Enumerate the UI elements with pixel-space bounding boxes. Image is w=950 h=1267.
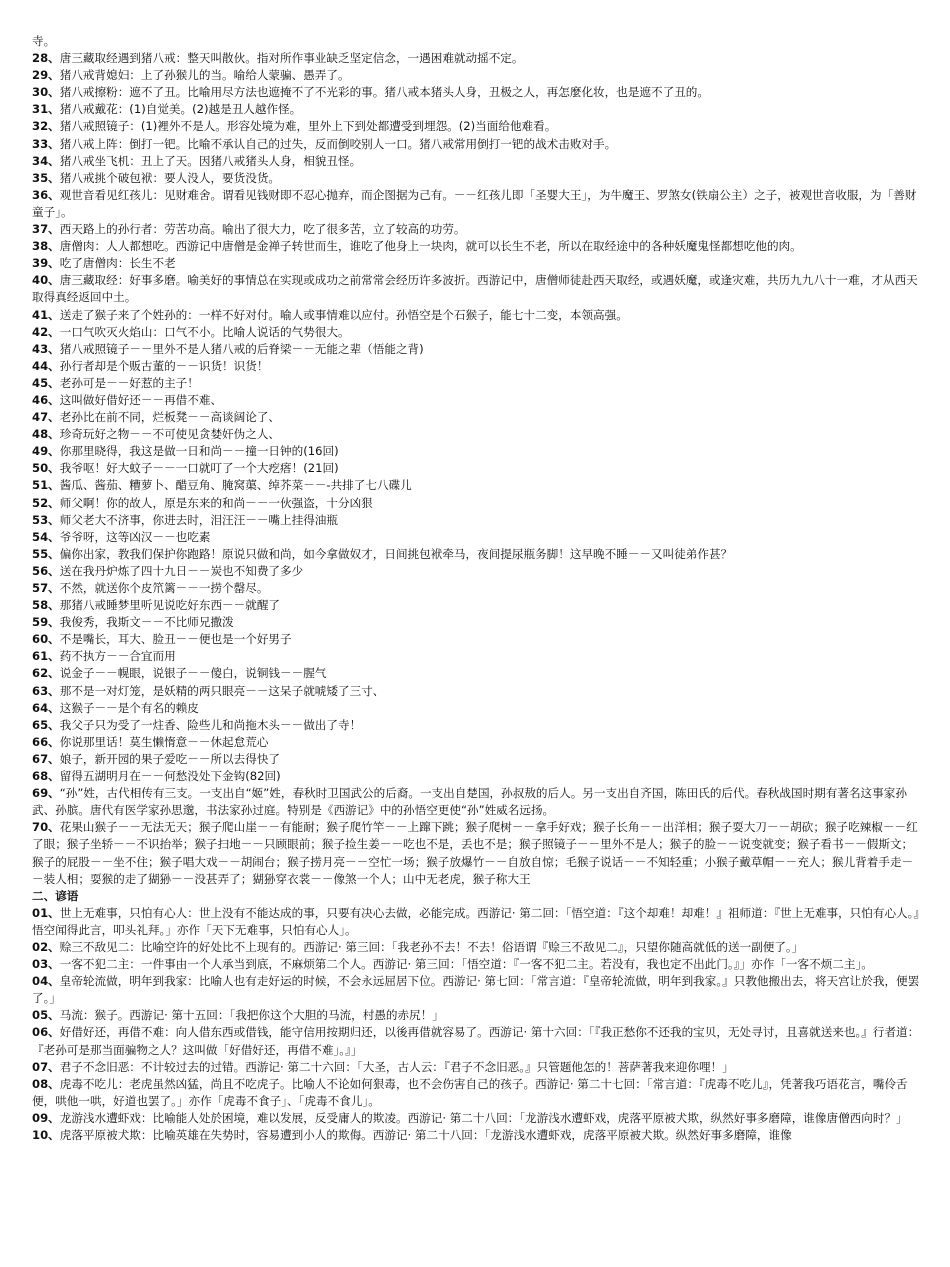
item-text: 猪八戒照镜子－－里外不是人猪八戒的后脊梁－－无能之辈（悟能之背) [59,341,424,356]
list-item [32,495,922,512]
list-item [32,546,922,563]
list-item [32,324,922,341]
item-text: 你那里晓得，我这是做一日和尚－－撞一日钟的(16回) [59,444,339,459]
item-text: 猪八戒戴花：(1)自觉美。(2)越是丑人越作怪。 [59,102,302,117]
item-number: 46、 [32,392,60,407]
list-item [32,819,922,887]
list-item [32,136,922,153]
item-text: 我爷呕！好大蚊子－－一口就叮了一个大疙瘩！(21回) [59,461,339,476]
item-number: 67、 [32,751,60,766]
list-item [32,460,922,477]
list-item [32,170,922,187]
item-text: 那不是一对灯笼，是妖精的两只眼亮－－这呆子就唬矮了三寸、 [59,683,385,698]
list-item [32,665,922,682]
item-number: 28、 [32,51,60,66]
list-item [32,580,922,597]
item-text: 虎落平原被犬欺：比喻英雄在失势时，容易遭到小人的欺侮。西游记‧ 第二十八回：「龙游浅水遭虾戏，虎落平原被犬欺。纵然好事多磨障，谁像 [59,1128,792,1142]
item-number: 62、 [32,666,60,681]
list-item [32,717,922,734]
item-text: 那猪八戒睡梦里听见说吃好东西－－就醒了 [59,598,281,613]
list-item [32,84,922,101]
item-text: 唐三藏取经：好事多磨。喻美好的事情总在实现或成功之前常常会经历许多波折。西游记中，唐僧师徒赴西天取经，或遇妖魔，或逢灾难，共历九九八十一难，才从西天取得真经返回中土。 [32,273,918,305]
item-text: 这叫做好借好还－－再借不难、 [59,392,223,407]
item-number: 29、 [32,68,60,83]
list-item [32,648,922,665]
item-number: 54、 [32,529,60,544]
item-number: 38、 [32,239,60,254]
item-text: 老孙比在前不同，烂板凳－－高谈阔论了、 [59,410,281,425]
list-item [32,409,922,426]
item-text: 爷爷呀，这等凶汉－－也吃素 [59,529,211,544]
list-item [32,187,922,221]
item-number: 51、 [32,478,60,493]
item-number: 44、 [32,358,60,373]
item-text: 珍奇玩好之物－－不可使见贪婪奸伪之人、 [59,427,281,442]
proverb-list [32,905,922,1144]
item-text: 不是嘴长，耳大、脸丑－－便也是一个好男子 [59,632,292,647]
item-number: 41、 [32,307,60,322]
item-number: 40、 [32,273,60,288]
list-item [32,785,922,819]
item-text: 药不执方－－合宜而用 [59,649,176,664]
item-text: 赊三不敌见二：比喻空许的好处比不上现有的。西游记‧ 第三回：「我老孙不去！不去！俗语谓『赊三不敌见二』，只望你随高就低的送一副便了。」 [59,939,804,954]
list-item [32,1024,922,1058]
item-number: 36、 [32,187,60,202]
item-number: 69、 [32,786,60,801]
list-item [32,905,922,939]
item-text: 马流：猴子。西游记‧ 第十五回：「我把你这个大胆的马流，村愚的赤尻！」 [59,1008,444,1023]
item-text: 送走了猴子来了个姓孙的：一样不好对付。喻人或事情难以应付。孙悟空是个石猴子，能七十二变，本领高强。 [59,307,628,322]
item-number: 04、 [32,974,60,989]
item-text: 我父子只为受了一炷香、险些儿和尚拖木头－－做出了寺！ [59,717,362,732]
item-number: 30、 [32,85,60,100]
list-item [32,956,922,973]
list-item [32,221,922,238]
item-text: 留得五湖明月在－－何愁没处下金钩(82回) [59,769,281,784]
item-number: 35、 [32,170,60,185]
item-text: 猪八戒擦粉：遮不了丑。比喻用尽方法也遮掩不了不光彩的事。猪八戒本猪头人身，丑极之人，再怎麼化妆，也是遮不了丑的。 [59,85,709,100]
list-item [32,700,922,717]
item-text: 好借好还，再借不难：向人借东西或借钱，能守信用按期归还，以後再借就容易了。西游记‧ 第十六回：「『我正愁你不还我的宝贝，无处寻讨，且喜就送来也。』行者道：『老孙可是那当面骗物之人？这叫做「好借好还，再借不难」。』」 [32,1025,920,1057]
item-number: 56、 [32,563,60,578]
list-item [32,973,922,1007]
item-number: 61、 [32,649,60,664]
item-text: 西天路上的孙行者：劳苦功高。喻出了很大力，吃了很多苦，立了较高的功劳。 [59,222,466,237]
item-number: 53、 [32,512,60,527]
item-number: 49、 [32,444,60,459]
item-number: 58、 [32,598,60,613]
item-text: 偏你出家，教我们保护你跑路！原说只做和尚，如今拿做奴才，日间挑包袱牵马，夜间提尿瓶务脚！这早晚不睡－－又叫徒弟作甚？ [59,546,733,561]
item-number: 60、 [32,632,60,647]
item-text: 师父老大不济事，你进去时，泪汪汪－－嘴上挂得油瓶 [59,512,338,527]
lead-text: 寺。 [32,34,56,48]
list-item [32,751,922,768]
xiehouyu-list [32,50,922,888]
item-number: 70、 [32,820,60,835]
list-item [32,1059,922,1076]
item-number: 06、 [32,1025,60,1040]
item-number: 05、 [32,1008,60,1023]
list-item [32,512,922,529]
item-text: “孙”姓，古代相传有三支。一支出自“姬”姓，春秋时卫国武公的后裔。一支出自楚国，孙叔敖的后人。另一支出自齐国，陈田氏的后代。春秋战国时期有著名这事家孙武、孙膑。唐代有医学家孙思邈，书法家孙过庭。特别是《西游记》中的孙悟空更使“孙”姓威名远扬。 [32,786,907,818]
list-item [32,563,922,580]
section-title: 二、谚语 [32,888,79,903]
item-number: 03、 [32,957,60,972]
item-text: 猪八戒上阵：倒打一钯。比喻不承认自己的过失，反而倒咬别人一口。猪八戒常用倒打一钯的战术击败对手。 [59,136,617,151]
item-number: 66、 [32,734,60,749]
item-number: 32、 [32,119,60,134]
item-text: 龙游浅水遭虾戏：比喻能人处於困境，难以发展，反受庸人的欺凌。西游记‧ 第二十八回：「龙游浅水遭虾戏，虎落平原被犬欺，纵然好事多磨障，谁像唐僧西向时？」 [59,1110,908,1125]
list-item [32,939,922,956]
item-number: 68、 [32,769,60,784]
item-text: 世上无难事，只怕有心人：世上没有不能达成的事，只要有决心去做，必能完成。西游记‧ 第二回：「悟空道：『这个却难！却难！』祖师道：『世上无难事，只怕有心人。』悟空闻得此言，叩头礼拜。」亦作「天下无难事，只怕有心人」。 [32,905,920,937]
item-text: 我俊秀，我斯文－－不比师兄撒泼 [59,615,234,630]
item-text: 老孙可是－－好惹的主子！ [59,375,199,390]
item-text: 猪八戒坐飞机：丑上了天。因猪八戒猪头人身，相貌丑怪。 [59,153,362,168]
item-number: 09、 [32,1110,60,1125]
item-text: 花果山猴子－－无法无天；猴子爬山崖－－有能耐；猴子爬竹竿－－上蹿下跳；猴子爬树－－拿手好戏；猴子长角－－出洋相；猴子耍大刀－－胡砍；猴子吃辣椒－－红了眼；猴子坐轿－－不识抬举；猴子扫地－－只顾眼前；猴子捡生姜－－吃也不是，丢也不是；猴子照镜子－－里外不是人；猴子的脸－－说变就变；猴子看书－－假斯文；猴子的屁股－－坐不住；猴子唱大戏－－胡闹台；猴子捞月亮－－空忙一场；猴子放爆竹－－自放自惊；毛猴子说话－－不知轻重；小猴子戴草帽－－充人；猴儿背着手走－－装人相；耍猴的走了猢狲－－没甚弄了；猢狲穿衣裳－－像煞一个人；山中无老虎，猴子称大王 [32,820,918,886]
item-text: 君子不念旧恶：不计较过去的过错。西游记‧ 第二十六回：「大圣，古人云：『君子不念旧恶。』只管题他怎的！菩萨著我来迎你哩！」 [59,1059,734,1074]
item-number: 42、 [32,324,60,339]
list-item [32,238,922,255]
item-text: 你说那里话！莫生懒惰意－－休起怠荒心 [59,734,269,749]
item-text: 唐僧肉：人人都想吃。西游记中唐僧是金禅子转世而生，谁吃了他身上一块肉，就可以长生不老，所以在取经途中的各种妖魔鬼怪都想吃他的肉。 [59,239,802,254]
item-number: 01、 [32,905,60,920]
item-number: 10、 [32,1128,60,1142]
item-number: 31、 [32,102,60,117]
item-text: 说金子－－幌眼，说银子－－傻白，说铜钱－－腥气 [59,666,327,681]
item-text: 师父啊！你的故人，原是东来的和尚－－一伙强盗，十分凶狠 [59,495,373,510]
list-item [32,358,922,375]
list-item [32,529,922,546]
item-number: 37、 [32,222,60,237]
item-text: 酱瓜、酱茄、糟萝卜、醋豆角、腌窝蕖、绰芥菜－－-共排了七八碟儿 [59,478,412,493]
item-number: 50、 [32,461,60,476]
list-item [32,67,922,84]
item-number: 64、 [32,700,60,715]
list-item [32,307,922,324]
item-text: 一客不犯二主：一件事由一个人承当到底，不麻烦第二个人。西游记‧ 第三回：「悟空道：『一客不犯二主。若没有，我也定不出此门。』」亦作「一客不烦二主」。 [59,957,873,972]
list-item [32,50,922,67]
item-number: 08、 [32,1076,60,1091]
list-item [32,443,922,460]
item-number: 43、 [32,341,60,356]
item-number: 48、 [32,427,60,442]
item-text: 娘子，新开园的果子爱吃－－所以去得快了 [59,751,281,766]
list-item [32,1127,922,1144]
list-item [32,341,922,358]
list-item [32,597,922,614]
item-text: 一口气吹灭火焰山：口气不小。比喻人说话的气势很大。 [59,324,350,339]
list-item [32,1076,922,1110]
list-item [32,734,922,751]
item-number: 55、 [32,546,60,561]
item-text: 吃了唐僧肉：长生不老 [59,256,176,271]
item-text: 这猴子－－是个有名的赖皮 [59,700,199,715]
item-number: 52、 [32,495,60,510]
item-text: 不然，就送你个皮笊篱－－一捞个罄尽。 [59,581,269,595]
item-number: 47、 [32,410,60,425]
list-item [32,1110,922,1127]
item-number: 57、 [32,581,60,595]
item-text: 唐三藏取经遇到猪八戒：整天叫散伙。指对所作事业缺乏坚定信念，一遇困难就动摇不定。 [59,51,524,66]
item-text: 皇帝轮流做，明年到我家：比喻人也有走好运的时候，不会永远屈居下位。西游记‧ 第七回：「常言道：『皇帝轮流做，明年到我家。』只教他搬出去，将天宫让於我，便罢了。」 [32,974,920,1006]
list-item [32,101,922,118]
list-item [32,1007,922,1024]
item-text: 猪八戒照镜子：(1)裡外不是人。形容处境为难，里外上下到处都遭受到埋怨。(2)当面给他难看。 [59,119,557,134]
list-item [32,683,922,700]
list-item [32,153,922,170]
item-number: 33、 [32,136,60,151]
list-item [32,272,922,306]
item-number: 63、 [32,683,60,698]
item-text: 观世音看见红孩儿：见财难舍。谓看见钱财即不忍心抛弃，而企图据为己有。－－红孩儿即「圣婴大王」，为牛魔王、罗煞女(铁扇公主）之子，被观世音收服，为「善财童子」。 [32,187,917,219]
item-number: 34、 [32,153,60,168]
list-item [32,477,922,494]
item-text: 猪八戒挑个破包袱：要人没人，要货没货。 [59,170,281,185]
list-item [32,631,922,648]
item-text: 虎毒不吃儿：老虎虽然凶猛，尚且不吃虎子。比喻人不论如何狠毒，也不会伤害自己的孩子。西游记‧ 第二十七回：「常言道：『虎毒不吃儿』，凭著我巧语花言，嘴伶舌便，哄他一哄，好道也罢了。」亦作「虎毒不食子」、「虎毒不食儿」。 [32,1076,908,1108]
list-item [32,392,922,409]
item-text: 孙行者却是个贩古董的－－识货！识货！ [59,358,269,373]
list-item [32,118,922,135]
item-number: 45、 [32,375,60,390]
list-item [32,375,922,392]
item-number: 59、 [32,615,60,630]
item-number: 65、 [32,717,60,732]
item-text: 送在我丹炉炼了四十九日－－炭也不知费了多少 [59,563,304,578]
item-number: 39、 [32,256,60,271]
list-item [32,426,922,443]
list-item [32,614,922,631]
item-text: 猪八戒背媳妇：上了孙猴儿的当。喻给人蒙骗、愚弄了。 [59,68,350,83]
item-number: 07、 [32,1059,60,1074]
item-number: 02、 [32,939,60,954]
list-item [32,255,922,272]
list-item [32,768,922,785]
